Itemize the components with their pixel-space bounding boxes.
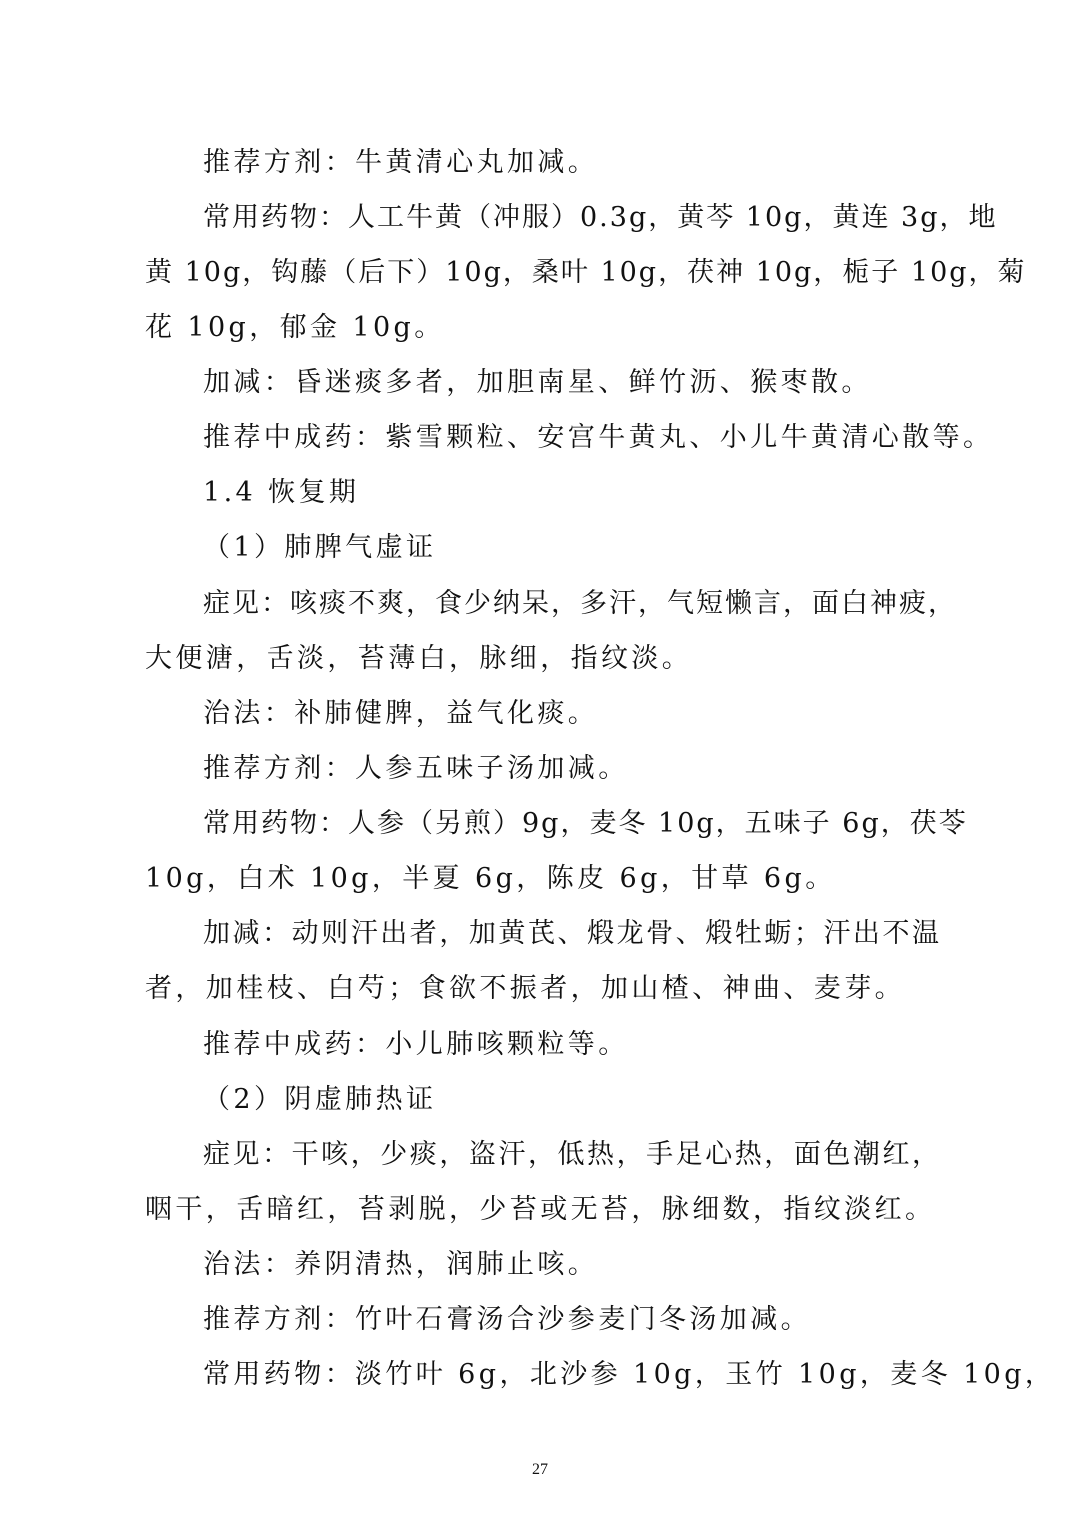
text-line: 推荐方剂：人参五味子汤加减。	[203, 753, 629, 784]
text-line: 常用药物：人参（另煎）9g，麦冬 10g，五味子 6g，茯苓	[203, 808, 968, 839]
text-line: 加减：昏迷痰多者，加胆南星、鲜竹沥、猴枣散。	[203, 367, 872, 398]
text-line: 者，加桂枝、白芍；食欲不振者，加山楂、神曲、麦芽。	[145, 973, 905, 1004]
text-line: 10g，白术 10g，半夏 6g，陈皮 6g，甘草 6g。	[145, 863, 836, 894]
text-line: 大便溏，舌淡，苔薄白，脉细，指纹淡。	[145, 643, 693, 674]
text-line: 花 10g，郁金 10g。	[145, 312, 445, 343]
text-line: 黄 10g，钩藤（后下）10g，桑叶 10g，茯神 10g，栀子 10g，菊	[145, 257, 1027, 288]
subsection-heading: （2）阴虚肺热证	[203, 1084, 437, 1115]
text-line: 推荐方剂：牛黄清心丸加减。	[203, 147, 599, 178]
text-line: 咽干，舌暗红，苔剥脱，少苔或无苔，脉细数，指纹淡红。	[145, 1194, 936, 1225]
section-heading: 1.4 恢复期	[203, 477, 360, 508]
text-line: 加减：动则汗出者，加黄芪、煅龙骨、煅牡蛎；汗出不温	[203, 918, 941, 949]
text-line: 常用药物：人工牛黄（冲服）0.3g，黄芩 10g，黄连 3g，地	[203, 202, 998, 233]
text-line: 推荐方剂：竹叶石膏汤合沙参麦门冬汤加减。	[203, 1304, 811, 1335]
subsection-heading: （1）肺脾气虚证	[203, 532, 437, 563]
text-line: 推荐中成药：小儿肺咳颗粒等。	[203, 1029, 629, 1060]
text-line: 推荐中成药：紫雪颗粒、安宫牛黄丸、小儿牛黄清心散等。	[203, 422, 994, 453]
text-line: 治法：补肺健脾，益气化痰。	[203, 698, 599, 729]
page-number: 27	[532, 1461, 548, 1478]
text-line: 症见：咳痰不爽，食少纳呆，多汗，气短懒言，面白神疲，	[203, 588, 957, 619]
text-line: 症见：干咳，少痰，盗汗，低热，手足心热，面色潮红，	[203, 1139, 941, 1170]
text-line: 治法：养阴清热，润肺止咳。	[203, 1249, 599, 1280]
text-line: 常用药物：淡竹叶 6g，北沙参 10g，玉竹 10g，麦冬 10g，	[203, 1359, 1056, 1390]
